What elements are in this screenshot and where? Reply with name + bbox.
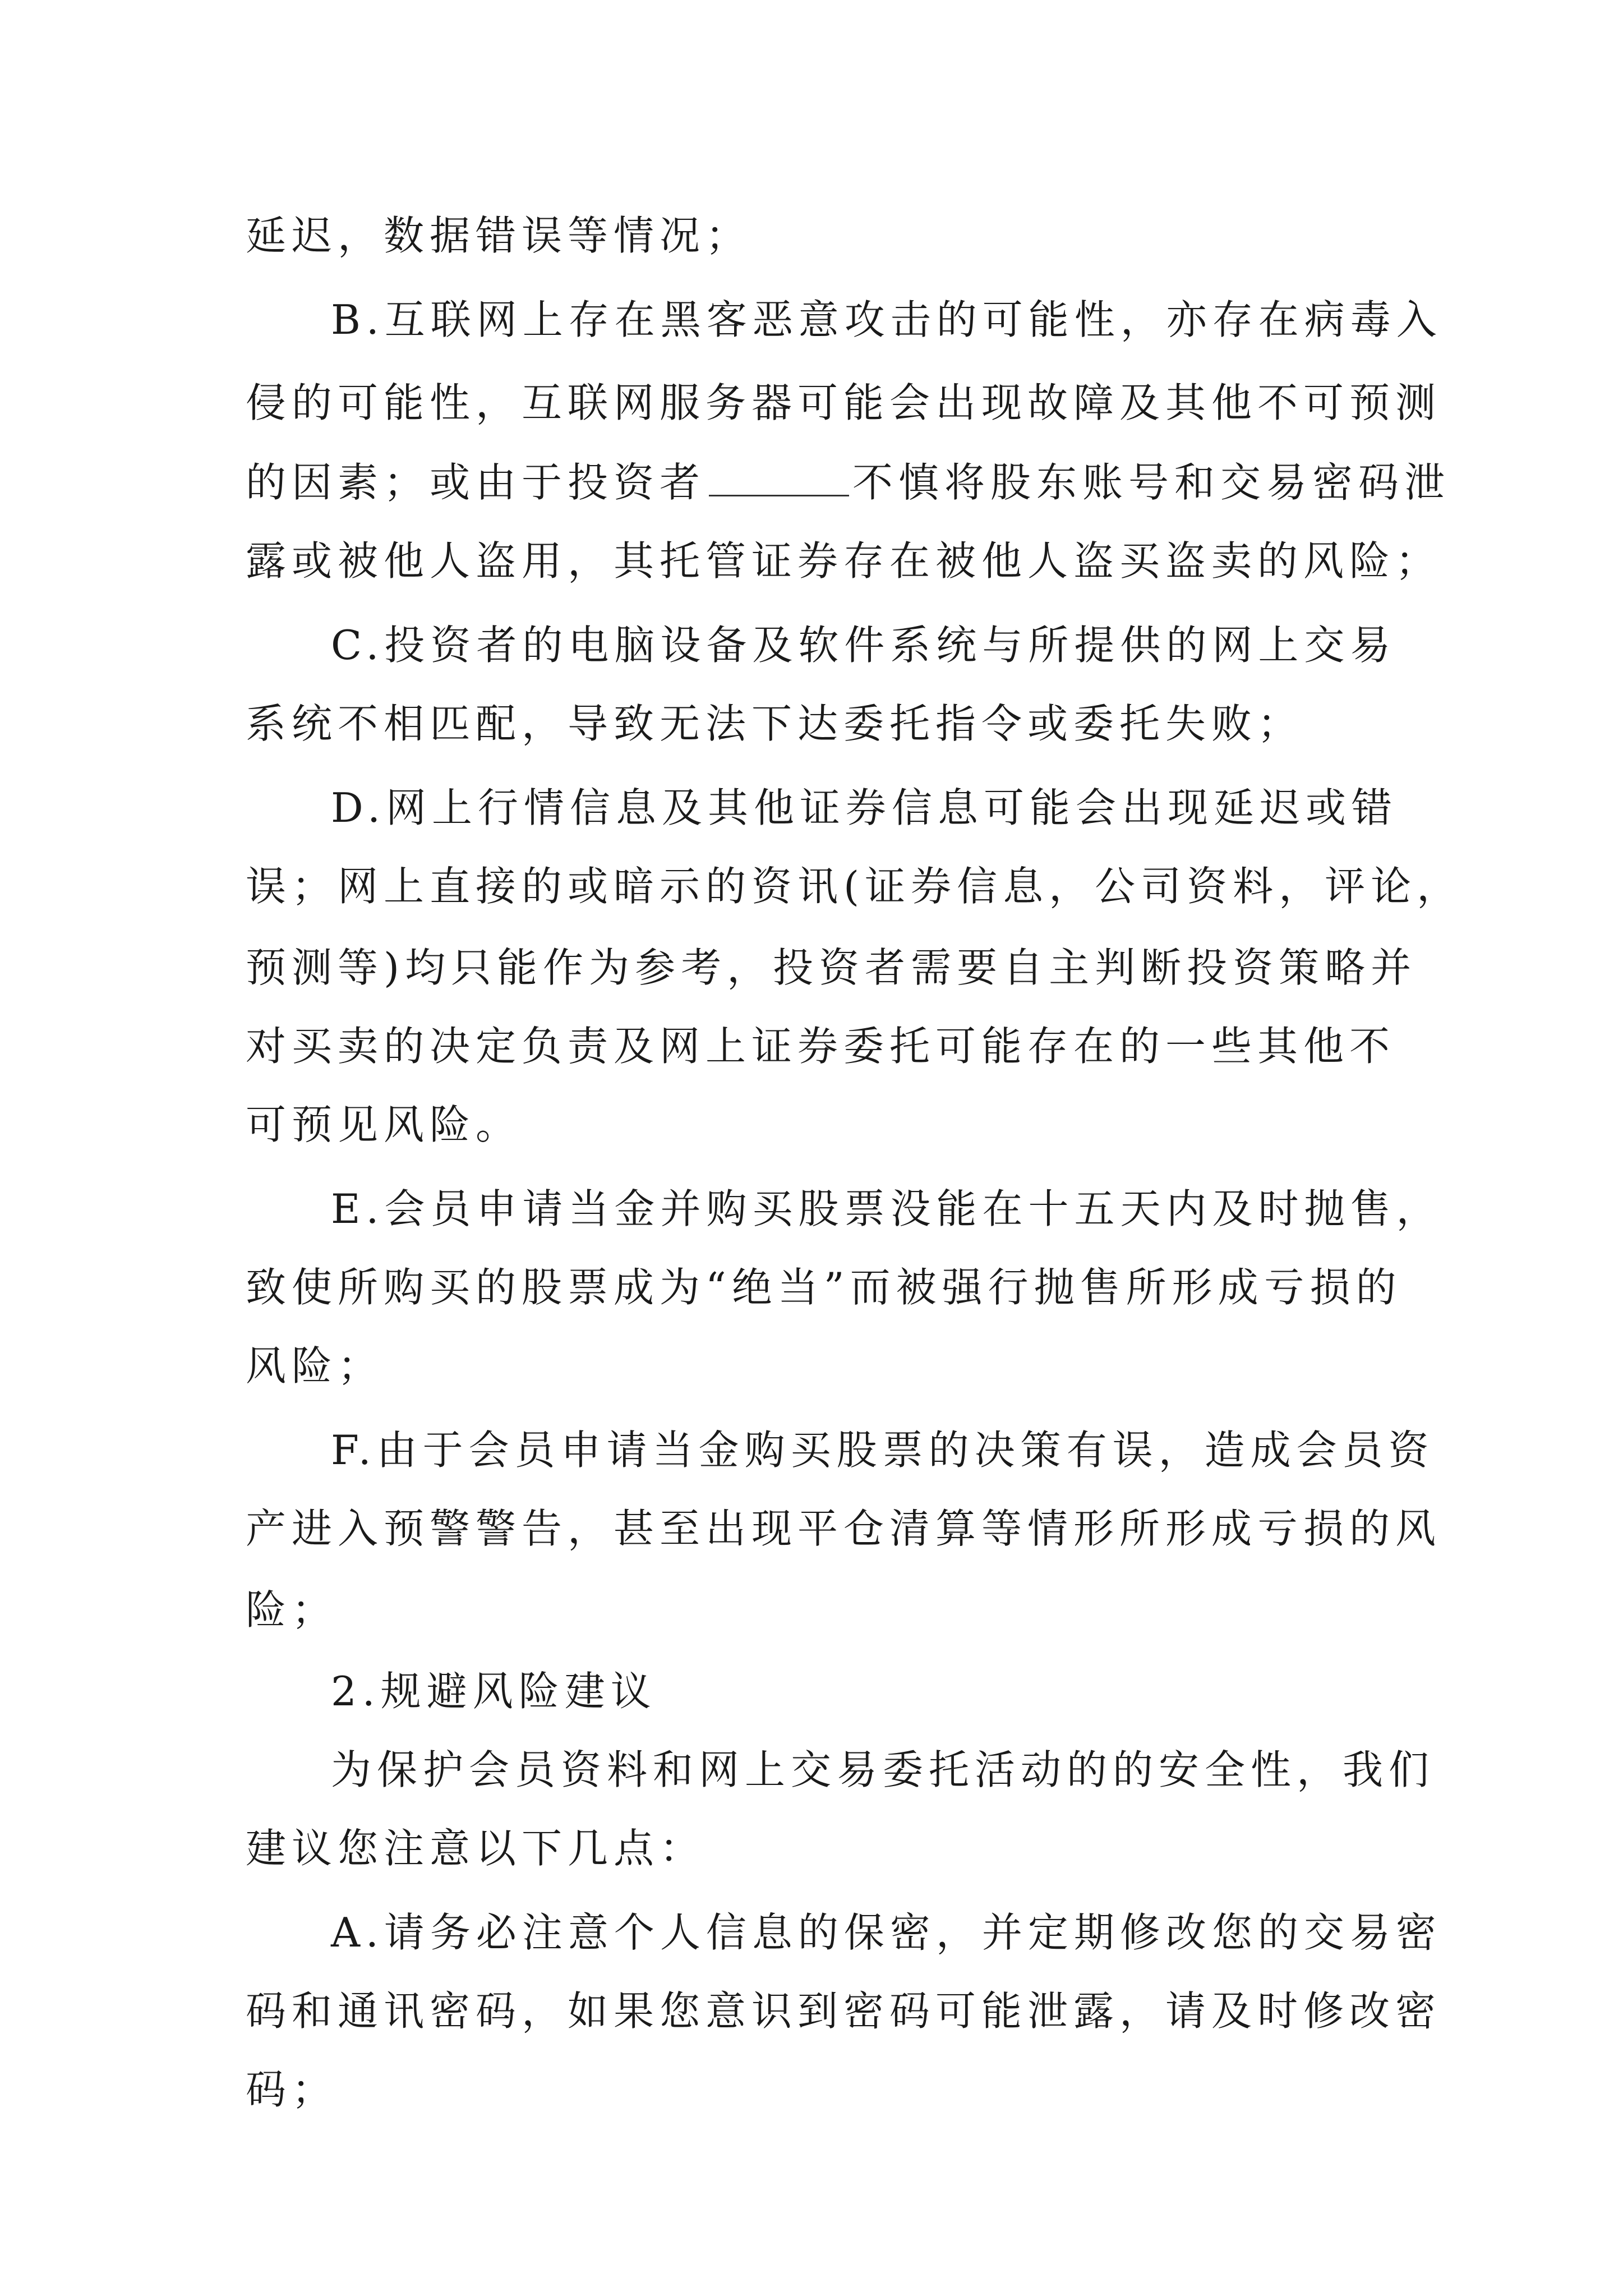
text-line: 建议您注意以下几点： [246, 1825, 706, 1872]
text-line: 预测等)均只能作为参考，投资者需要自主判断投资策略并 [246, 944, 1417, 991]
text-line: 系统不相匹配，导致无法下达委托指令或委托失败； [246, 700, 1304, 747]
text-line: A.请务必注意个人信息的保密，并定期修改您的交易密 [331, 1909, 1442, 1956]
text-line: E.会员申请当金并购买股票没能在十五天内及时抛售， [331, 1185, 1442, 1232]
section-heading: 2.规避风险建议 [331, 1668, 657, 1715]
text-line: B.互联网上存在黑客恶意攻击的可能性，亦存在病毒入 [331, 296, 1442, 343]
text-line: 对买卖的决定负责及网上证券委托可能存在的一些其他不 [246, 1023, 1396, 1070]
text-line-with-blank [246, 454, 1450, 510]
text-line: 码； [246, 2066, 338, 2113]
text-line: 风险； [246, 1342, 384, 1389]
text-line: 为保护会员资料和网上交易委托活动的的安全性，我们 [331, 1746, 1435, 1793]
text-segment: 的因素；或由于投资者 [246, 459, 706, 506]
text-line: C.投资者的电脑设备及软件系统与所提供的网上交易 [331, 622, 1396, 669]
text-line: 露或被他人盗用，其托管证券存在被他人盗买盗卖的风险； [246, 537, 1442, 585]
text-line: 误；网上直接的或暗示的资讯(证券信息，公司资料，评论， [246, 863, 1463, 910]
text-line: D.网上行情信息及其他证券信息可能会出现延迟或错 [331, 784, 1398, 831]
text-line: F.由于会员申请当金购买股票的决策有误，造成会员资 [331, 1427, 1435, 1474]
text-line: 险； [246, 1586, 338, 1634]
text-line: 致使所购买的股票成为“绝当”而被强行抛售所形成亏损的 [246, 1264, 1402, 1311]
text-line: 侵的可能性，互联网服务器可能会出现故障及其他不可预测 [246, 379, 1442, 426]
text-line: 产进入预警警告，甚至出现平仓清算等情形所形成亏损的风 [246, 1505, 1442, 1552]
text-line: 码和通讯密码，如果您意识到密码可能泄露，请及时修改密 [246, 1987, 1442, 2035]
text-segment: 不慎将股东账号和交易密码泄 [852, 459, 1451, 506]
text-line: 延迟，数据错误等情况； [246, 212, 752, 259]
fill-in-blank [709, 493, 849, 496]
text-line: 可预见风险。 [246, 1101, 522, 1148]
